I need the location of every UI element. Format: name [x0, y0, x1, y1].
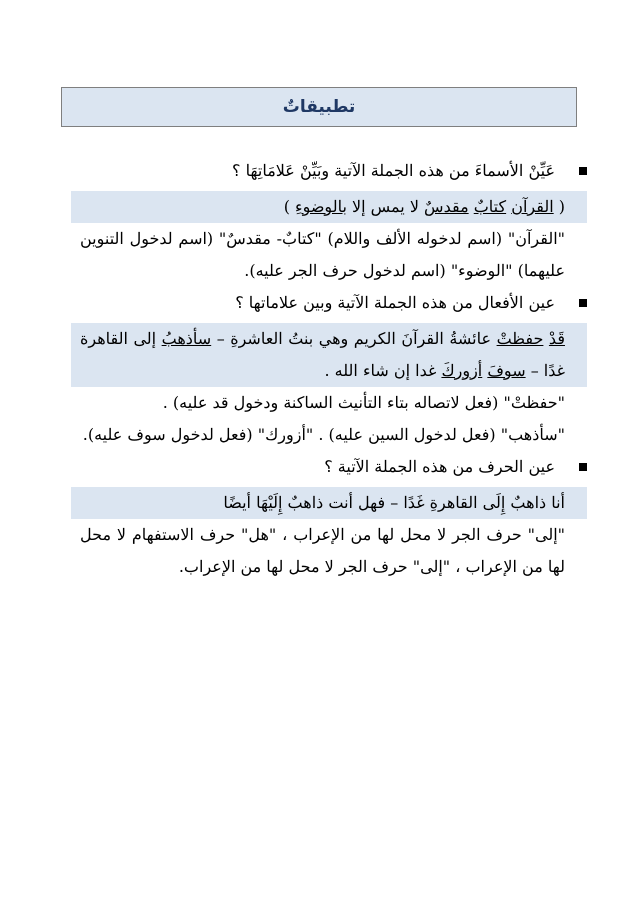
underlined-word: مقدسٌ: [424, 197, 469, 216]
underlined-word: قَدْ: [548, 329, 565, 348]
question-1: [80, 155, 565, 187]
page-title: تطبيقاتٌ: [282, 97, 356, 117]
exercise-content: [80, 155, 565, 583]
underlined-word: القرآن: [511, 197, 554, 216]
bullet-icon: [579, 167, 587, 175]
title-box: [61, 87, 577, 127]
underlined-word: سوفَ: [487, 361, 526, 380]
question-2-text: عين الأفعال من هذه الجملة الآتية وبين علاماتها ؟: [235, 293, 555, 312]
answer-1-text: "القرآن" (اسم لدخوله الألف واللام) "كتابٌ- مقدسٌ" (اسم لدخول التنوين عليهما) "الوضوء" (اسم لدخول حرف الجر عليه).: [80, 229, 565, 280]
highlight-1: ( القرآن كتابٌ مقدسٌ لا يمس إلا بالوضوءِ ): [71, 191, 587, 223]
question-2: [80, 287, 565, 319]
bullet-icon: [579, 299, 587, 307]
answer-1: [80, 223, 565, 287]
answer-2: [80, 387, 565, 451]
answer-2-line-1: "حفظتْ" (فعل لاتصاله بتاء التأنيث الساكنة ودخول قد عليه) .: [162, 393, 565, 412]
question-3-text: عين الحرف من هذه الجملة الآتية ؟: [324, 457, 555, 476]
highlight-3-text: أنا ذاهبٌ إِلَى القاهرةِ غَدًا – فهل أنت ذاهبٌ إِلَيْهَا أيضًا: [223, 493, 565, 512]
question-3: [80, 451, 565, 483]
answer-2-line-2: "سأذهب" (فعل لدخول السين عليه) . "أزورك" (فعل لدخول سوف عليه).: [82, 425, 565, 444]
question-1-text: عَيِّنْ الأسماءَ من هذه الجملة الآتية وبَيِّنْ عَلامَاتِهَا ؟: [232, 161, 555, 180]
underlined-word: حفظتْ: [496, 329, 544, 348]
underlined-word: أزوركَ: [441, 361, 483, 380]
highlight-2: قَدْ حفظتْ عائشةُ القرآنَ الكريم وهي بنتُ العاشرةِ – سأذهبُ إلى القاهرة غدًا – سوفَ أزوركَ غدا إن شاء الله .: [71, 323, 587, 387]
underlined-word: سأذهبُ: [161, 329, 212, 348]
answer-3-text: "إلى" حرف الجر لا محل لها من الإعراب ، "هل" حرف الاستفهام لا محل لها من الإعراب ، "إلى" حرف الجر لا محل لها من الإعراب.: [80, 525, 565, 576]
bullet-icon: [579, 463, 587, 471]
underlined-word: كتابٌ: [473, 197, 507, 216]
answer-3: [80, 519, 565, 583]
highlight-3: [71, 487, 587, 519]
underlined-word: بالوضوءِ: [295, 197, 347, 216]
